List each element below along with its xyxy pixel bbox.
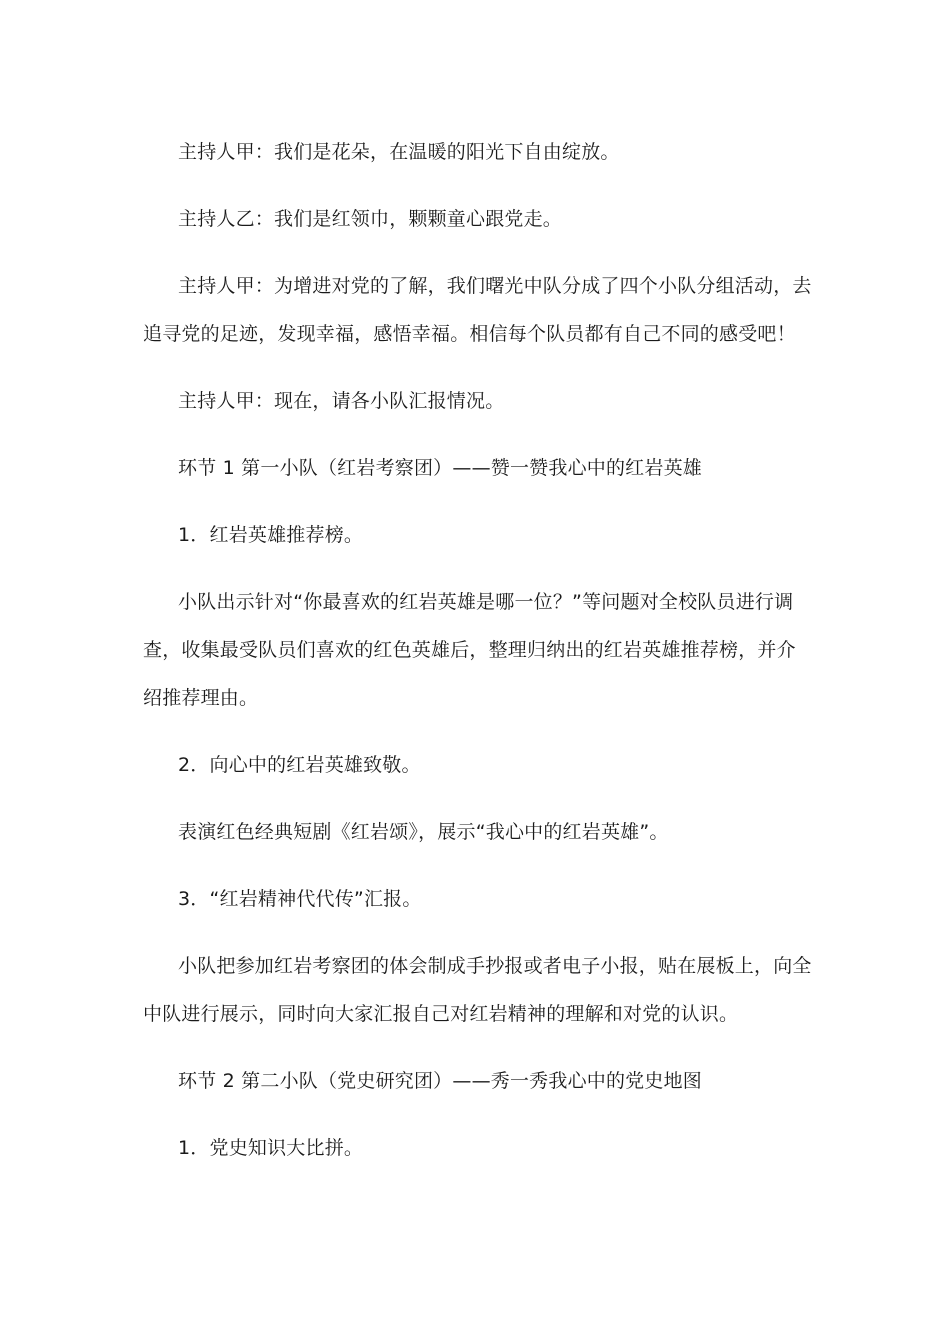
document-body — [143, 128, 813, 1172]
section-heading-1: 环节 1 第一小队（红岩考察团）——赞一赞我心中的红岩英雄 — [178, 457, 702, 479]
paragraph-host-a-flowers: 主持人甲：我们是花朵，在温暖的阳光下自由绽放。 — [178, 141, 620, 163]
section-heading-2: 环节 2 第二小队（党史研究团）——秀一秀我心中的党史地图 — [178, 1070, 702, 1092]
paragraph-handwritten-newspaper: 小队把参加红岩考察团的体会制成手抄报或者电子小报，贴在展板上，向全中队进行展示，同时向大家汇报自己对红岩精神的理解和对党的认识。 — [143, 955, 812, 1025]
paragraph-play: 表演红色经典短剧《红岩颂》，展示“我心中的红岩英雄”。 — [178, 821, 669, 843]
list-item-2-salute: 2．向心中的红岩英雄致敬。 — [178, 754, 421, 776]
paragraph-survey: 小队出示针对“你最喜欢的红岩英雄是哪一位？”等问题对全校队员进行调查，收集最受队员们喜欢的红色英雄后，整理归纳出的红岩英雄推荐榜，并介绍推荐理由。 — [143, 591, 796, 709]
list-item-1-quiz: 1．党史知识大比拼。 — [178, 1137, 364, 1159]
paragraph-host-a-report: 主持人甲：现在，请各小队汇报情况。 — [178, 390, 505, 412]
list-item-1-hero-ranking: 1．红岩英雄推荐榜。 — [178, 524, 364, 546]
paragraph-host-b-red-scarf: 主持人乙：我们是红领巾，颗颗童心跟党走。 — [178, 208, 563, 230]
list-item-3-report: 3．“红岩精神代代传”汇报。 — [178, 888, 422, 910]
paragraph-host-a-four-teams: 主持人甲：为增进对党的了解，我们曙光中队分成了四个小队分组活动，去追寻党的足迹，发现幸福，感悟幸福。相信每个队员都有自己不同的感受吧！ — [143, 275, 812, 345]
